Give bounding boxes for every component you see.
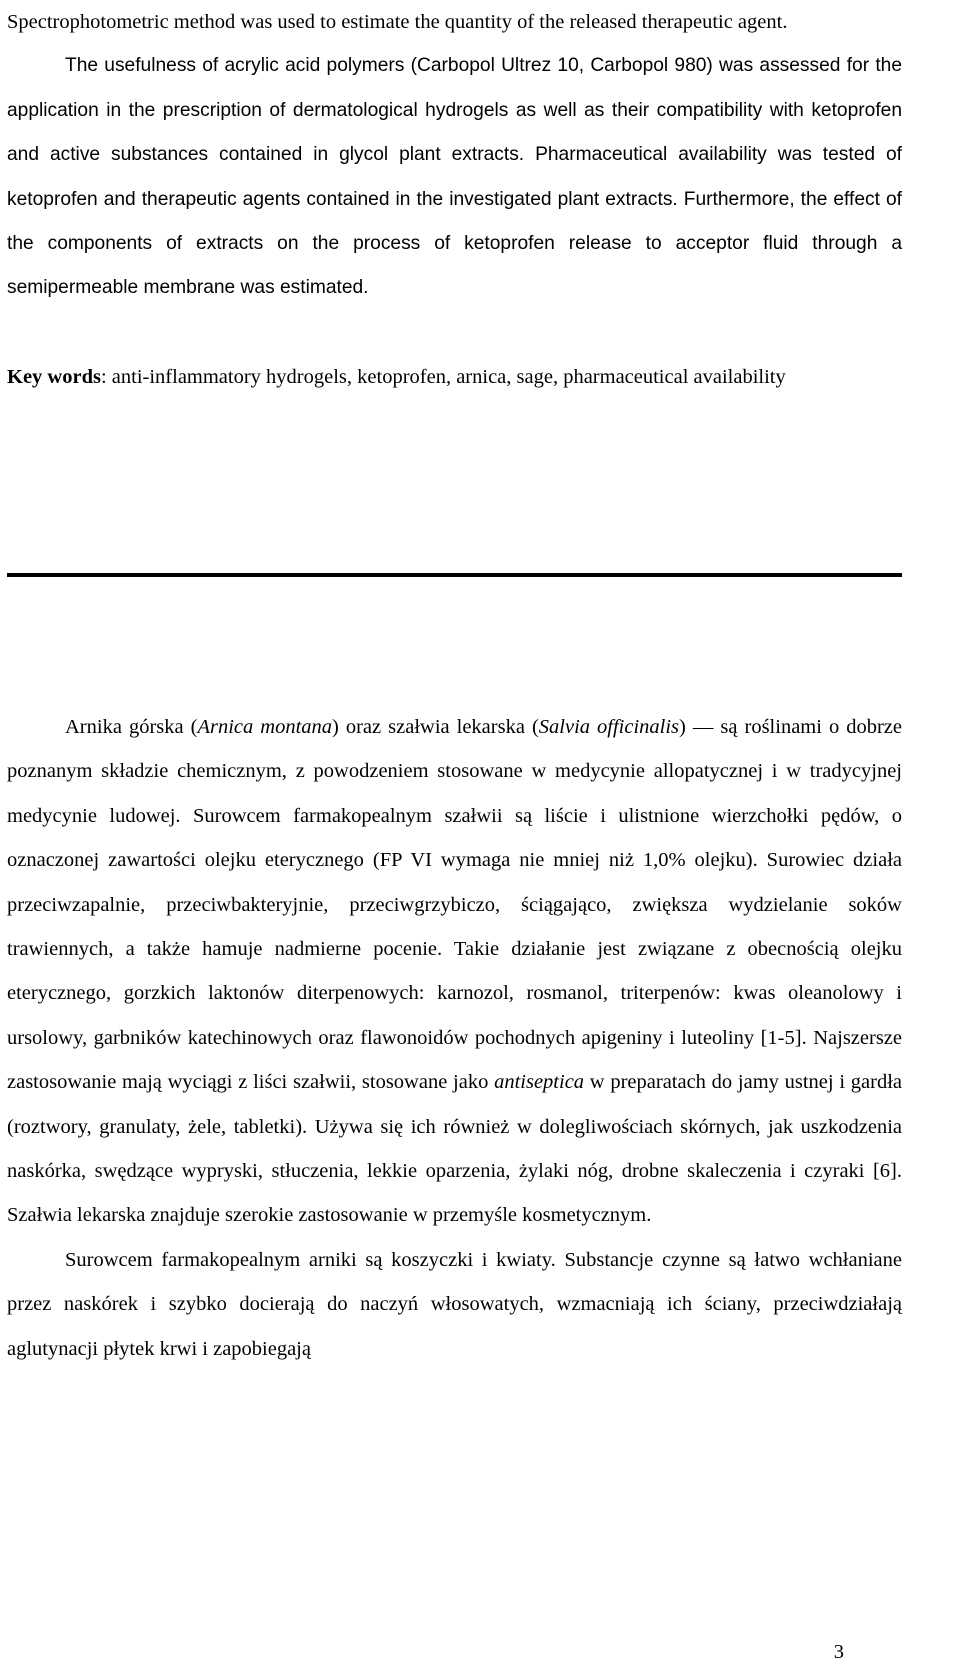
text-run: w preparatach do jamy ustnej i gardła (roztwory, granulaty, żele, tabletki). Używa się ich również w dolegliwościach skórnych, jak uszkodzenia naskórka, swędzące wypryski, stłuczenia, lekkie oparzenia, żylaki nóg, drobne skaleczenia i czyraki [6]. Szałwia lekarska znajduje szerokie zastosowanie w przemyśle kosmetycznym. bbox=[7, 1071, 902, 1227]
page-number: 3 bbox=[833, 1641, 844, 1663]
text-run: ) — są roślinami o dobrze poznanym składzie chemicznym, z powodzeniem stosowane w medycynie allopatycznej i w tradycyjnej medycynie ludowej. Surowcem farmakopealnym szałwii są liście i ulistnione wierzchołki pędów, o oznaczonej zawartości olejku eterycznego (FP VI wymaga nie mniej niż 1,0% olejku). Surowiec działa przeciwzapalnie, przeciwbakteryjnie, przeciwgrzybiczo, ściągająco, zwiększa wydzielanie soków trawiennych, a także hamuje nadmierne pocenie. Takie działanie jest związane z obecnością olejku eterycznego, gorzkich laktonów diterpenowych: karnozol, rosmanol, triterpenów: kwas oleanolowy i ursolowy, garbników katechinowych oraz flawonoidów pochodnych apigeniny i luteoliny [1-5]. Najszersze zastosowanie mają wyciągi z liści szałwii, stosowane jako bbox=[7, 716, 902, 1094]
polish-paragraph-1 bbox=[7, 705, 902, 1238]
keywords-text: anti-inflammatory hydrogels, ketoprofen, arnica, sage, pharmaceutical availability bbox=[106, 365, 786, 388]
keywords-separator: : bbox=[100, 365, 107, 388]
text-run: ) oraz szałwia lekarska ( bbox=[332, 716, 539, 738]
latin-name-salvia: Salvia officinalis bbox=[538, 716, 680, 738]
document-page bbox=[7, 0, 902, 1663]
term-antiseptica: antiseptica bbox=[494, 1071, 585, 1094]
section-divider bbox=[7, 573, 902, 577]
polish-paragraph-2: Surowcem farmakopealnym arniki są koszyczki i kwiaty. Substancje czynne są łatwo wchłaniane przez naskórek i szybko docierają do naczyń włosowatych, wzmacniają ich ściany, przeciwdziałają aglutynacji płytek krwi i zapobiegają bbox=[7, 1248, 902, 1360]
latin-name-arnica: Arnica montana bbox=[197, 716, 333, 738]
abstract-paragraph: The usefulness of acrylic acid polymers (Carbopol Ultrez 10, Carbopol 980) was assessed for the application in the prescription of dermatological hydrogels as well as their compatibility with ketoprofen and active substances contained in glycol plant extracts. Pharmaceutical availability was tested of ketoprofen and therapeutic agents contained in the investigated plant extracts. Furthermore, the effect of the components of extracts on the process of ketoprofen release to acceptor fluid through a semipermeable membrane was estimated. bbox=[7, 55, 902, 299]
abstract-intro-paragraph: Spectrophotometric method was used to estimate the quantity of the released therapeutic agent. bbox=[7, 11, 788, 33]
polish-section bbox=[7, 705, 902, 1371]
keywords-line bbox=[7, 355, 902, 399]
text-run: Arnika górska ( bbox=[65, 716, 198, 738]
keywords-label: Key words bbox=[7, 365, 101, 388]
